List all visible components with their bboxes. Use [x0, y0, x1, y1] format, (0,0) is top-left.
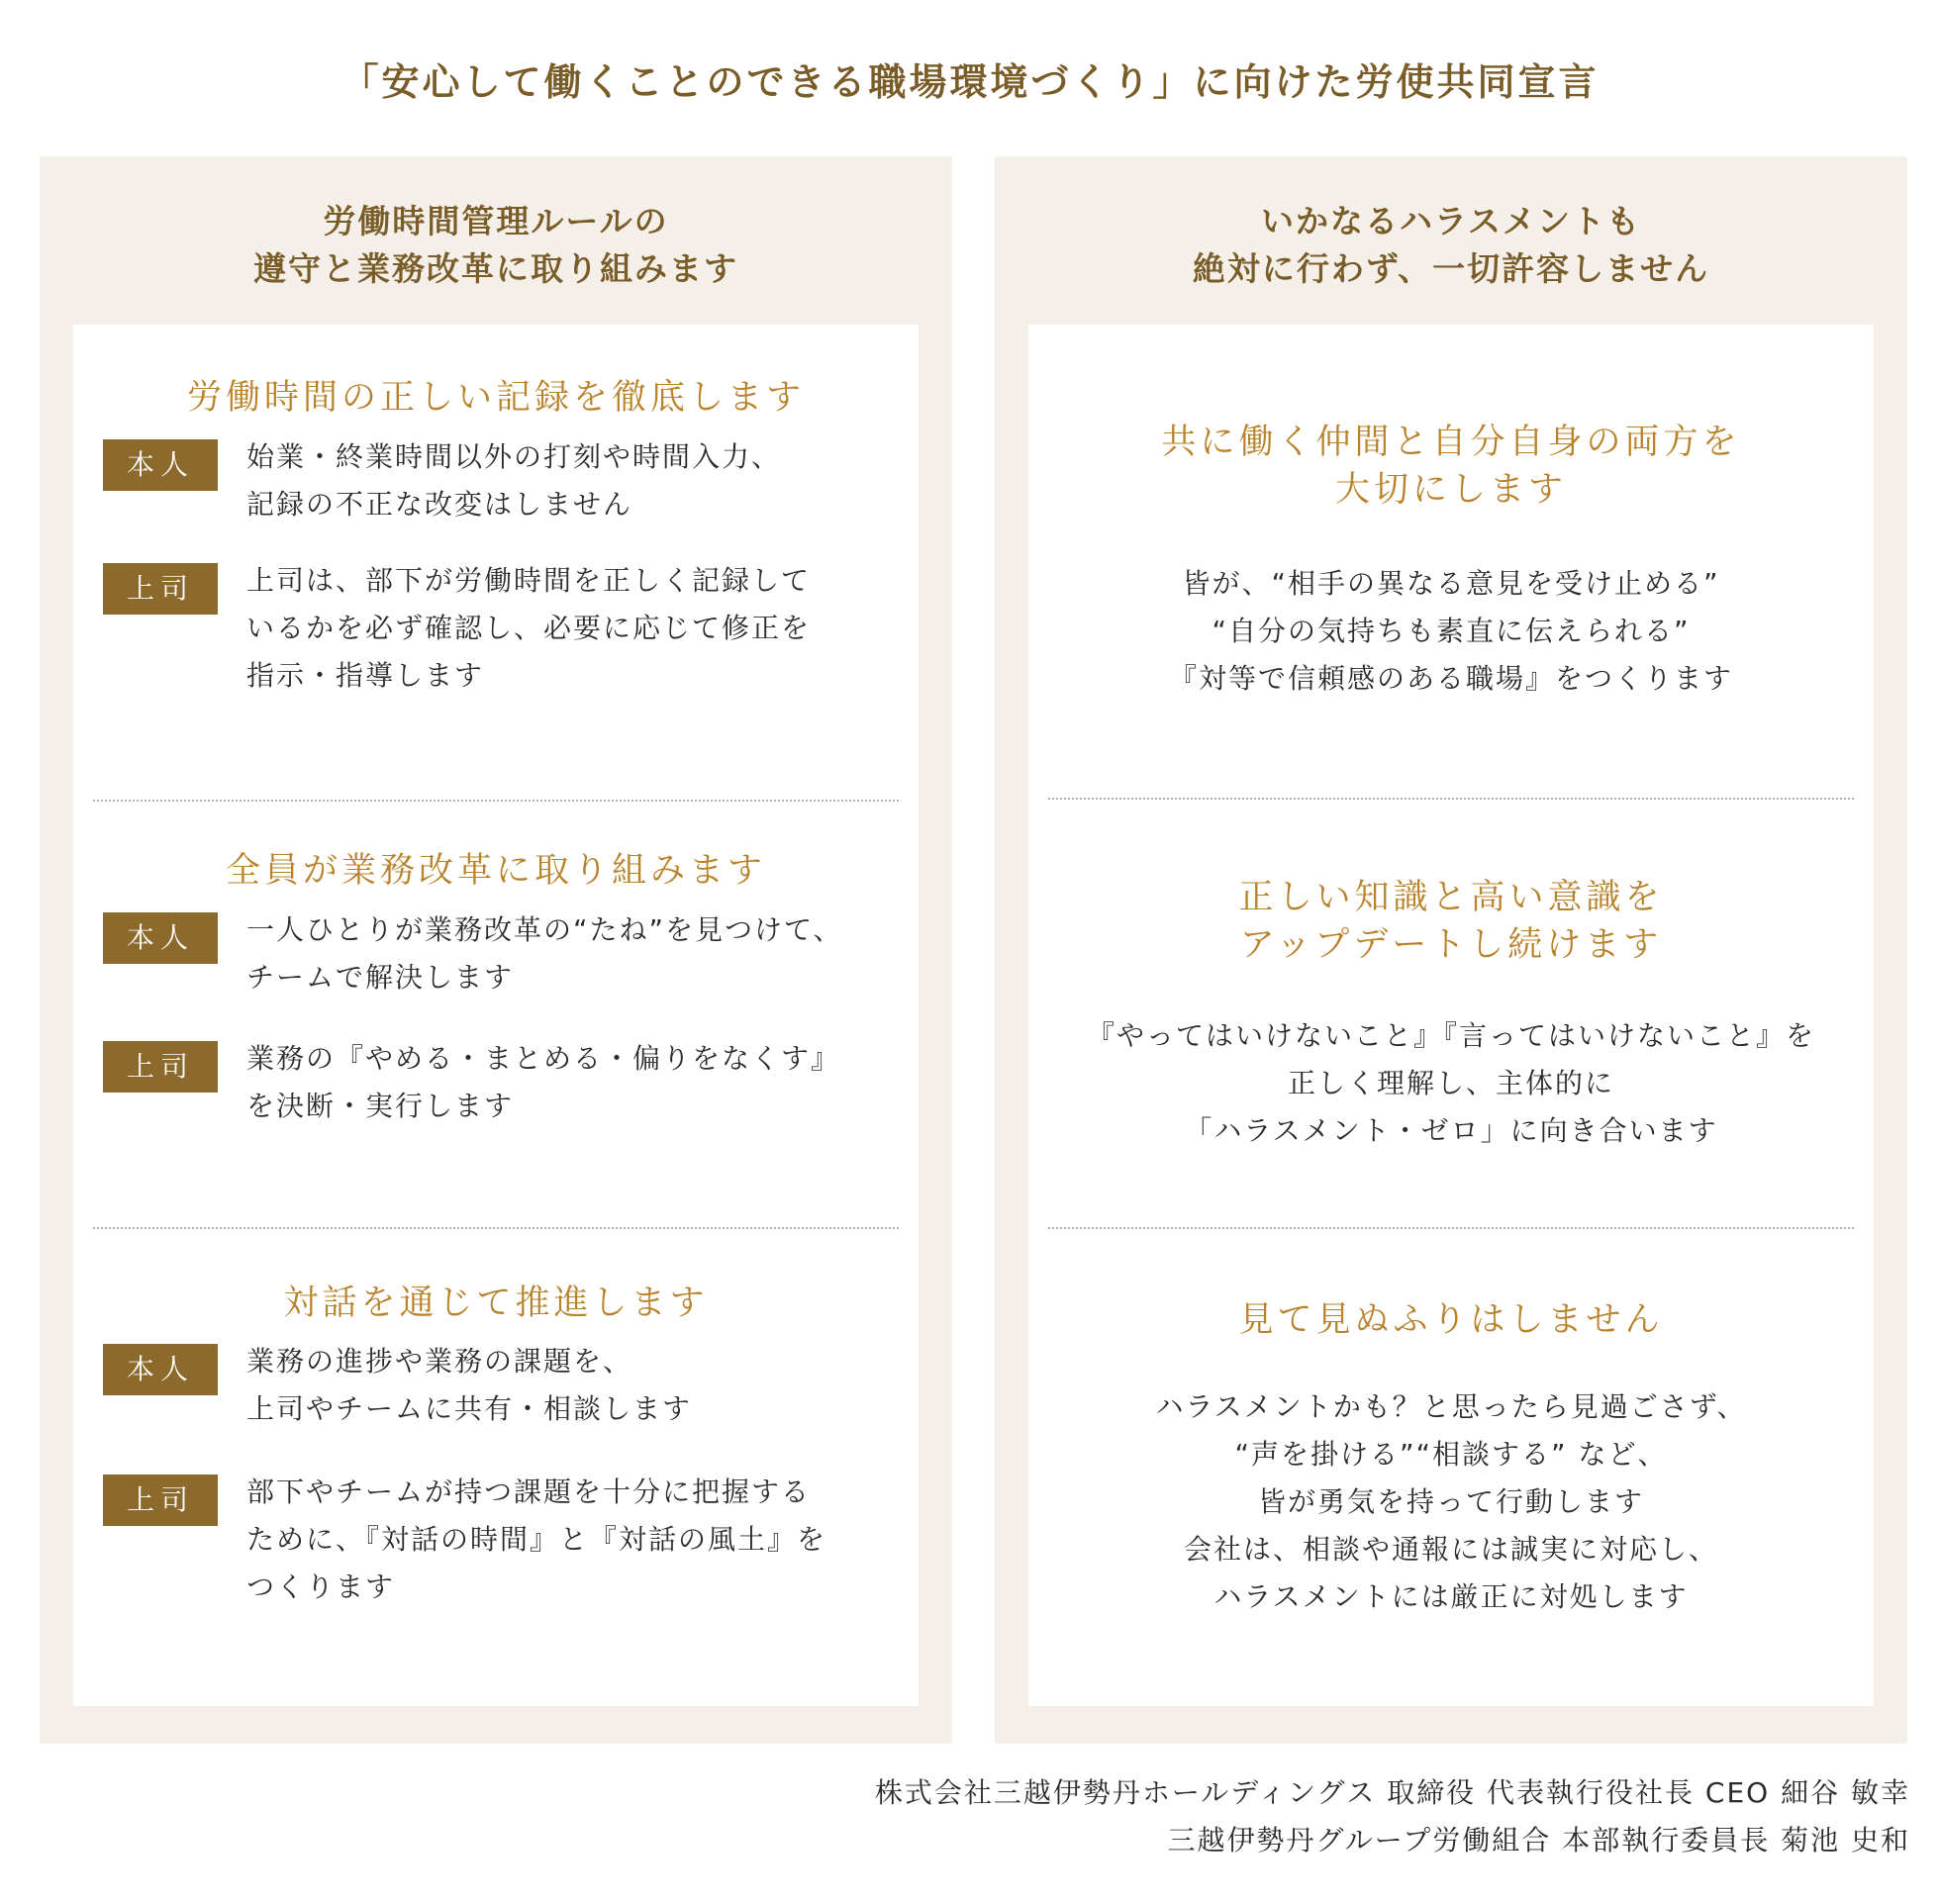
row-text: [246, 433, 900, 528]
text-line: 正しく理解し、主体的に: [1287, 1067, 1614, 1099]
row-text: [246, 1338, 900, 1433]
role-tag: 本人: [103, 439, 218, 491]
section-title: 全員が業務改革に取り組みます: [225, 851, 766, 891]
text-line: ために、『対話の時間』と『対話の風土』を: [246, 1523, 827, 1556]
text-line: “自分の気持ちも素直に伝えられる”: [1212, 615, 1691, 647]
section-body: [1028, 1383, 1874, 1621]
right-column: [995, 156, 1907, 1744]
divider: [1048, 1227, 1854, 1229]
divider: [1048, 798, 1854, 800]
heading-line: 労働時間管理ルールの: [323, 202, 669, 240]
title-line: アップデートし続けます: [1239, 925, 1663, 965]
text-line: ハラスメントかも？と思ったら見過ごさず、: [1155, 1390, 1747, 1423]
section-body: [1028, 560, 1874, 703]
text-line: 上司やチームに共有・相談します: [246, 1392, 693, 1425]
text-line: 業務の進捗や業務の課題を、: [246, 1345, 633, 1378]
section-body: [1028, 1012, 1874, 1155]
text-line: いるかを必ず確認し、必要に応じて修正を: [246, 612, 812, 644]
role-tag: 上司: [103, 1041, 218, 1093]
role-tag: 上司: [103, 1475, 218, 1526]
left-column: [40, 156, 952, 1744]
title-line: 大切にします: [1334, 470, 1567, 510]
text-line: 皆が勇気を持って行動します: [1257, 1485, 1644, 1518]
role-tag: 上司: [103, 563, 218, 615]
text-line: 部下やチームが持つ課題を十分に把握する: [246, 1476, 812, 1508]
role-tag: 本人: [103, 912, 218, 964]
section-title: [1028, 874, 1874, 969]
text-line: 上司は、部下が労働時間を正しく記録して: [246, 564, 812, 597]
page-title: 「安心して働くことのできる職場環境づくり」に向けた労使共同宣言: [340, 60, 1600, 104]
text-line: 指示・指導します: [246, 659, 485, 692]
text-line: つくります: [246, 1571, 396, 1603]
row-text: [246, 1035, 900, 1130]
row-text: [246, 557, 900, 700]
row-text: [246, 1469, 900, 1611]
text-line: 記録の不正な改変はしません: [246, 488, 633, 521]
right-card: [1028, 325, 1874, 1706]
signature-block: [875, 1769, 1910, 1864]
section-title: 労働時間の正しい記録を徹底します: [186, 378, 805, 418]
text-line: “声を掛ける”“相談する” など、: [1234, 1438, 1668, 1471]
section-title: 対話を通じて推進します: [283, 1284, 709, 1323]
text-line: 『対等で信頼感のある職場』をつくります: [1168, 662, 1733, 695]
text-line: 一人ひとりが業務改革の“たね”を見つけて、: [246, 913, 843, 946]
section-title: [1028, 1296, 1874, 1344]
text-line: を決断・実行します: [246, 1090, 515, 1122]
heading-line: 遵守と業務改革に取り組みます: [253, 249, 738, 288]
heading-line: 絶対に行わず、一切許容しません: [1192, 249, 1710, 288]
text-line: 「ハラスメント・ゼロ」に向き合います: [1184, 1114, 1718, 1147]
left-column-heading: [40, 198, 952, 293]
text-line: 始業・終業時間以外の打刻や時間入力、: [246, 440, 782, 473]
signature-line: 三越伊勢丹グループ労働組合 本部執行委員長 菊池 史和: [1167, 1824, 1910, 1856]
text-line: チームで解決します: [246, 961, 515, 994]
left-card: [73, 325, 919, 1706]
title-line: 見て見ぬふりはしません: [1238, 1300, 1664, 1340]
heading-line: いかなるハラスメントも: [1260, 202, 1641, 240]
title-line: 正しい知識と高い意識を: [1238, 878, 1664, 917]
section-title: [1028, 419, 1874, 514]
text-line: 業務の『やめる・まとめる・偏りをなくす』: [246, 1042, 841, 1075]
text-line: ハラスメントには厳正に対処します: [1213, 1580, 1689, 1613]
text-line: 皆が、“相手の異なる意見を受け止める”: [1182, 567, 1720, 600]
role-tag: 本人: [103, 1344, 218, 1395]
text-line: 『やってはいけないこと』『言ってはいけないこと』を: [1086, 1019, 1815, 1052]
signature-line: 株式会社三越伊勢丹ホールディングス 取締役 代表執行役社長 CEO 細谷 敏幸: [874, 1776, 1910, 1809]
row-text: [246, 906, 900, 1001]
right-column-heading: [995, 198, 1907, 293]
divider: [93, 800, 899, 802]
title-line: 共に働く仲間と自分自身の両方を: [1161, 423, 1741, 462]
text-line: 会社は、相談や通報には誠実に対応し、: [1183, 1533, 1718, 1566]
divider: [93, 1227, 899, 1229]
